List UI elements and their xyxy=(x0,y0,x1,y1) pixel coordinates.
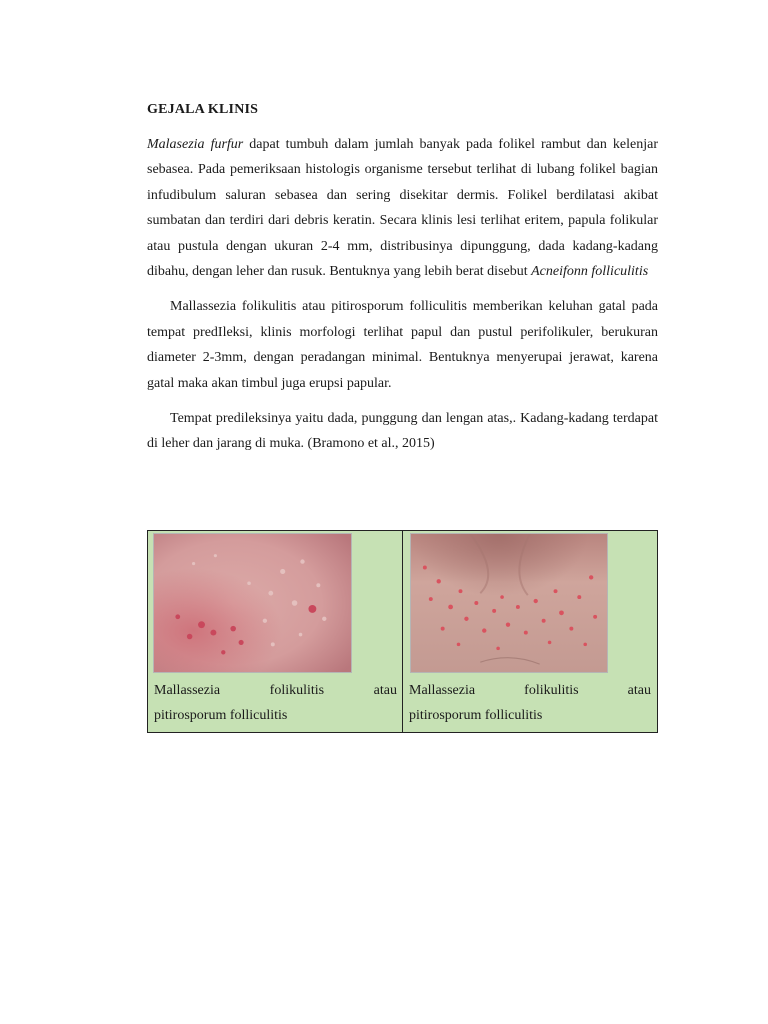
figure-caption-right xyxy=(409,678,651,728)
paragraph-1 xyxy=(147,132,658,284)
caption-word: Mallassezia xyxy=(154,683,221,698)
clinical-photo-chest-image xyxy=(411,534,607,672)
figure-caption-left xyxy=(154,678,397,728)
caption-word: atau xyxy=(373,683,397,698)
paragraph-2: Mallassezia folikulitis atau pitirosporum folliculitis memberikan keluhan gatal pada tempat predIleksi, klinis morfologi terlihat papul dan pustul perifolikuler, berukuran diameter 2-3mm, dengan peradangan minimal. Bentuknya menyerupai jerawat, karena gatal maka akan timbul juga erupsi papular. xyxy=(147,299,658,391)
clinical-photo-chest xyxy=(410,533,608,673)
figure-caption-left-line2: pitirosporum folliculitis xyxy=(154,708,288,723)
paragraph-1-italic-end: Acneifonn folliculitis xyxy=(531,264,649,280)
paragraph-1-body: dapat tumbuh dalam jumlah banyak pada folikel rambut dan kelenjar sebasea. Pada pemeriksaan histologis organisme tersebut terlihat di lubang folikel bagian infudibulum saluran sebasea dan sering disekitar dermis. Folikel berdilatasi akibat sumbatan dan terdiri dari debris keratin. Secara klinis lesi terlihat eritem, papula folikular atau pustula dengan ukuran 2-4 mm, distribusinya dipunggung, dada kadang-kadang dibahu, dengan leher dan rusuk. Bentuknya yang lebih berat disebut xyxy=(147,137,658,280)
clinical-photo-back xyxy=(153,533,352,673)
caption-word: folikulitis xyxy=(524,683,579,698)
figure-caption-right-line2: pitirosporum folliculitis xyxy=(409,708,543,723)
paragraph-3: Tempat predileksinya yaitu dada, punggung dan lengan atas,. Kadang-kadang terdapat di leher dan jarang di muka. (Bramono et al., 2015) xyxy=(147,411,658,452)
caption-word: Mallassezia xyxy=(409,683,476,698)
caption-word: atau xyxy=(627,683,651,698)
paragraph-1-italic-term: Malasezia furfur xyxy=(147,137,244,152)
caption-word: folikulitis xyxy=(269,683,325,698)
clinical-photo-back-image xyxy=(154,534,351,672)
document-page xyxy=(147,100,658,467)
figure-caption-right-line1 xyxy=(409,678,651,703)
figure-cell-left xyxy=(148,531,403,732)
section-heading: GEJALA KLINIS xyxy=(147,102,259,117)
figure-caption-left-line1 xyxy=(154,678,397,703)
figure-cell-right xyxy=(403,531,657,732)
figure-table xyxy=(147,530,658,733)
